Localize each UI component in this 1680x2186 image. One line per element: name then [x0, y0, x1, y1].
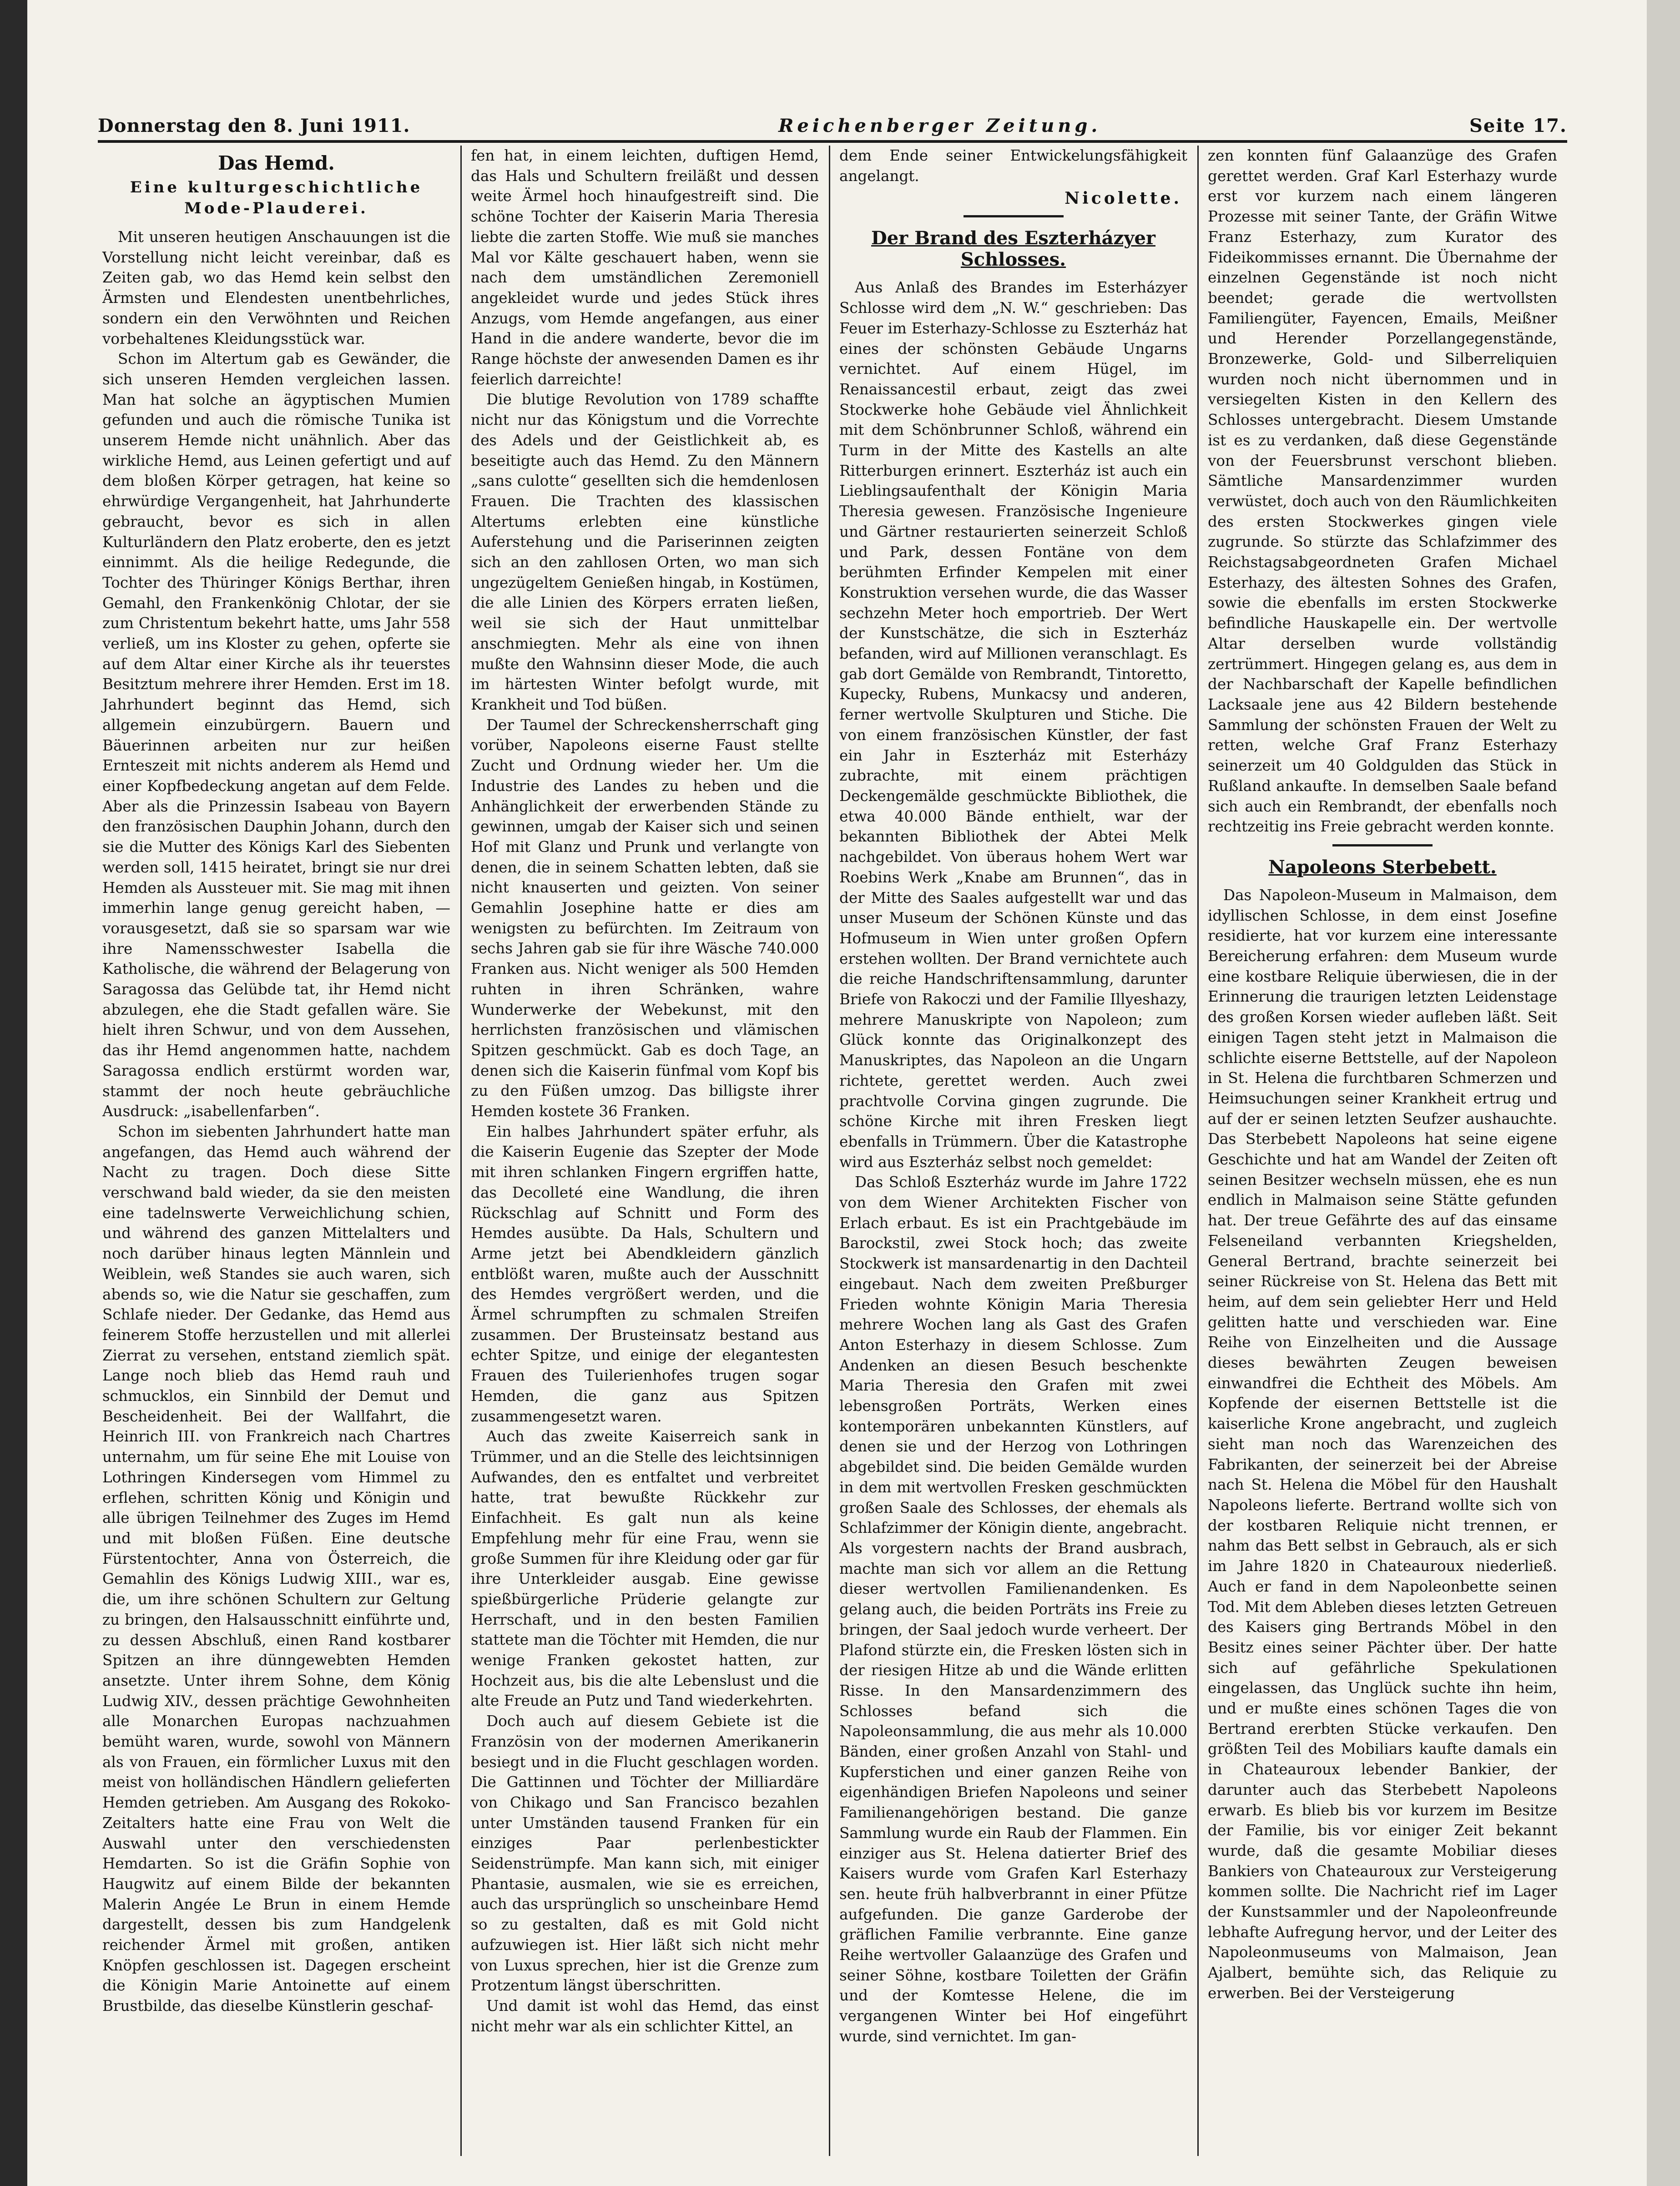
- section-divider: [964, 215, 1064, 217]
- article-subtitle-hemd: Eine kulturgeschichtliche Mode-Plauderei.: [130, 178, 423, 217]
- article-paragraph: Ein halbes Jahrhundert später erfuhr, als die Kaiserin Eugenie das Szepter der Mode mit ihren schlanken Fingern ergriffen hatte, das Decolleté eine Wandlung, die ihren Rückschlag auf Schnitt und Form des Hemdes ausübte. Da Hals, Schultern und Arme jetzt bei Abendkleidern gänzlich entblößt waren, mußte auch der Ausschnitt des Hemdes vergrößert werden, und die Ärmel schrumpften zu schmalen Streifen zusammen. Der Brusteinsatz bestand aus echter Spitze, und einige der elegantesten Frauen des Tuilerienhofes trugen sogar Hemden, die ganz aus Spitzen zusammengesetzt waren.: [471, 1123, 819, 1425]
- columns: [98, 146, 1567, 2156]
- article-paragraph: Mit unseren heutigen Anschauungen ist die Vorstellung nicht leicht vereinbar, daß es Zeiten gab, wo das Hemd kein selbst den Ärmsten und Elendesten unentbehrliches, sondern ein den Verwöhnten und Reichen vorbehaltenes Kleidungsstück war.: [102, 228, 450, 348]
- article-paragraph: Auch das zweite Kaiserreich sank in Trümmer, und an die Stelle des leichtsinnigen Aufwandes, den es entfaltet und verbreitet hatte, trat bewußte Rückkehr zur Einfachheit. Es galt nun als keine Empfehlung mehr für eine Frau, wenn sie große Summen für ihre Kleidung oder gar für ihre Unterkleider ausgab. Eine gewisse spießbürgerliche Prüderie gelangte zur Herrschaft, und in den besten Familien stattete man die Töchter mit Hemden, die nur wenige Franken gekostet hatten, zur Hochzeit aus, bis die alte Lebenslust und die alte Freude an Putz und Tand wiederkehrten.: [471, 1428, 819, 1710]
- header-page-number: Seite 17.: [1469, 115, 1567, 136]
- column-2: [466, 146, 830, 2156]
- article-title-hemd: Das Hemd.: [218, 152, 335, 174]
- article-signature: Nicolette.: [1065, 189, 1182, 208]
- article-title-sterbebett: Napoleons Sterbebett.: [1268, 856, 1497, 878]
- column-4: [1203, 146, 1567, 2156]
- column-3: [835, 146, 1199, 2156]
- article-paragraph: dem Ende seiner Entwickelungsfähigkeit angelangt.: [839, 147, 1187, 185]
- section-divider: [1332, 844, 1433, 846]
- article-paragraph: fen hat, in einem leichten, duftigen Hemd, das Hals und Schultern freiläßt und dessen weite Ärmel hoch hinaufgestreift sind. Die schöne Tochter der Kaiserin Maria Theresia liebte die zarten Stoffe. Wie muß sie manches Mal vor Kälte geschauert haben, wenn sie nach dem umständlichen Zeremoniell angekleidet wurde und jedes Stück ihres Anzugs, vom Hemde angefangen, aus einer Hand in die andere wanderte, bevor die im Range höchste der anwesenden Damen es ihr feierlich darreichte!: [471, 147, 819, 388]
- article-paragraph: Die blutige Revolution von 1789 schaffte nicht nur das Königstum und die Vorrechte des Adels und der Geistlichkeit ab, es beseitigte auch das Hemd. Zu den Männern „sans culotte“ gesellten sich die hemdenlosen Frauen. Die Trachten des klassischen Altertums erlebten eine künstliche Auferstehung und die Pariserinnen zeigten sich an den zahllosen Orten, wo man sich ungezügeltem Genießen hingab, in Kostümen, die alle Linien des Körpers erraten ließen, weil sie sich der Haut unmittelbar anschmiegten. Mehr als eine von ihnen mußte den Wahnsinn dieser Mode, die auch im härtesten Winter befolgt wurde, mit Krankheit und Tod büßen.: [471, 391, 819, 713]
- column-1: [98, 146, 462, 2156]
- article-paragraph: Und damit ist wohl das Hemd, das einst nicht mehr war als ein schlichter Kittel, an: [471, 1997, 819, 2035]
- newspaper-page: [98, 105, 1567, 2156]
- article-paragraph: Doch auch auf diesem Gebiete ist die Französin von der modernen Amerikanerin besiegt und in die Flucht geschlagen worden. Die Gattinnen und Töchter der Milliardäre von Chikago und San Francisco bezahlen unter Umständen tausend Franken für ein einziges Paar perlenbestickter Seidenstrümpfe. Man kann sich, mit einiger Phantasie, ausmalen, wie sie es erreichen, auch das ursprünglich so unscheinbare Hemd so zu gestalten, daß es mit Gold nicht aufzuwiegen ist. Hier läßt sich nicht mehr von Luxus sprechen, hier ist die Grenze zum Protzentum längst überschritten.: [471, 1713, 819, 1995]
- page-header: [98, 105, 1567, 143]
- article-paragraph: Schon im siebenten Jahrhundert hatte man angefangen, das Hemd auch während der Nacht zu tragen. Doch diese Sitte verschwand bald wieder, da sie den meisten eine tadelnswerte Verweichlichung schien, und während des ganzen Mittelalters und noch darüber hinaus legten Männlein und Weiblein, weß Standes sie auch waren, sich abends so, wie die Natur sie geschaffen, zum Schlafe nieder. Der Gedanke, das Hemd aus feinerem Stoffe herzustellen und mit allerlei Zierrat zu versehen, entstand ziemlich spät. Lange noch blieb das Hemd rauh und schmucklos, ein Sinnbild der Demut und Bescheidenheit. Bei der Wallfahrt, die Heinrich III. von Frankreich nach Chartres unternahm, um für seine Ehe mit Louise von Lothringen Kindersegen vom Himmel zu erflehen, schritten König und Königin und alle übrigen Teilnehmer des Zuges im Hemd und mit bloßen Füßen. Eine deutsche Fürstentochter, Anna von Österreich, die Gemahlin des Königs Ludwig XIII., war es, die, um ihre schönen Schultern zur Geltung zu bringen, den Halsausschnitt einführte und, zu dessen Abschluß, einen Rand kostbarer Spitzen an ihre dünngewebten Hemden ansetzte. Unter ihrem Sohne, dem König Ludwig XIV., dessen prächtige Gewohnheiten alle Monarchen Europas nachzuahmen bemüht waren, wurde, sowohl von Männern als von Frauen, ein förmlicher Luxus mit den meist von holländischen Händlern gelieferten Hemden getrieben. Am Ausgang des Rokoko-Zeitalters hatte eine Frau von Welt die Auswahl unter den verschiedensten Hemdarten. So ist die Gräfin Sophie von Haugwitz auf einem Bilde der bekannten Malerin Angée Le Brun in einem Hemde dargestellt, dessen bis zum Handgelenk reichender Ärmel mit großen, antiken Knöpfen geschlossen ist. Dagegen erscheint die Königin Marie Antoinette auf einem Brustbilde, das dieselbe Künstlerin geschaf-: [102, 1123, 450, 2015]
- article-paragraph: Der Taumel der Schreckensherrschaft ging vorüber, Napoleons eiserne Faust stellte Zucht und Ordnung wieder her. Um die Industrie des Landes zu heben und die Anhänglichkeit der erwerbenden Stände zu gewinnen, umgab der Kaiser sich und seinen Hof mit Glanz und Prunk und verlangte von denen, die in seinem Schatten lebten, daß sie nicht knauserten und geizten. Von seiner Gemahlin Josephine hatte er dies am wenigsten zu befürchten. Im Zeitraum von sechs Jahren gab sie für ihre Wäsche 740.000 Franken aus. Nicht weniger als 500 Hemden ruhten in ihren Schränken, wahre Wunderwerke der Webekunst, mit den herrlichsten französischen und vlämischen Spitzen geschmückt. Gab es doch Tage, an denen sich die Kaiserin fünfmal vom Kopf bis zu den Füßen umzog. Das billigste ihrer Hemden kostete 36 Franken.: [471, 716, 819, 1120]
- article-paragraph: zen konnten fünf Galaanzüge des Grafen gerettet werden. Graf Karl Esterhazy wurde erst vor kurzem nach einem längeren Prozesse mit seiner Tante, der Gräfin Witwe Franz Esterhazy, zum Kurator des Fideikommisses ernannt. Die Übernahme der einzelnen Gegenstände ist noch nicht beendet; gerade die wertvollsten Familiengüter, Fayencen, Emails, Meißner und Herender Porzellangegenstände, Bronzewerke, Gold- und Silberreliquien wurden noch nicht übernommen und in versiegelten Kisten in den Kellern des Schlosses untergebracht. Diesem Umstande ist es zu verdanken, daß diese Gegenstände von der Feuersbrunst verschont blieben. Sämtliche Mansardenzimmer wurden verwüstet, doch auch von den Räumlichkeiten des ersten Stockwerkes gingen viele zugrunde. So stürzte das Schlafzimmer des Reichstagsabgeordneten Grafen Michael Esterhazy, des ältesten Sohnes des Grafen, sowie die ebenfalls im ersten Stockwerke befindliche Hauskapelle ein. Der wertvolle Altar derselben wurde vollständig zertrümmert. Hingegen gelang es, aus dem in der Nachbarschaft der Kapelle befindlichen Lacksaale jene aus 42 Bildern bestehende Sammlung der schönsten Frauen der Welt zu retten, welche Graf Franz Esterhazy seinerzeit um 40 Goldgulden das Stück in Rußland ankaufte. In demselben Saale befand sich auch ein Rembrandt, der ebenfalls noch rechtzeitig ins Freie gebracht werden konnte.: [1208, 147, 1557, 836]
- article-paragraph: Das Schloß Eszterház wurde im Jahre 1722 von dem Wiener Architekten Fischer von Erlach erbaut. Es ist ein Prachtgebäude im Barockstil, zwei Stock hoch; das zweite Stockwerk ist mansardenartig in den Dachteil eingebaut. Nach dem zweiten Preßburger Frieden wohnte Königin Maria Theresia mehrere Wochen lang als Gast des Grafen Anton Esterhazy in diesem Schlosse. Zum Andenken an diesen Besuch beschenkte Maria Theresia den Grafen mit zwei lebensgroßen Porträts, Werken eines kontemporären unbekannten Künstlers, auf denen sie und der Herzog von Lothringen abgebildet sind. Die beiden Gemälde wurden in dem mit wertvollen Fresken geschmückten großen Saale des Schlosses, der ehemals als Schlafzimmer der Königin diente, angebracht. Als vorgestern nachts der Brand ausbrach, machte man sich vor allem an die Rettung dieser wertvollen Familienandenken. Es gelang auch, die beiden Porträts ins Freie zu bringen, der Saal jedoch wurde verheert. Der Plafond stürzte ein, die Fresken lösten sich in der riesigen Hitze ab und die Wände erlitten Risse. In den Mansardenzimmern des Schlosses befand sich die Napoleonsammlung, die aus mehr als 10.000 Bänden, einer großen Anzahl von Stahl- und Kupferstichen und einer ganzen Reihe von eigenhändigen Briefen Napoleons und seiner Familienangehörigen bestand. Die ganze Sammlung wurde ein Raub der Flammen. Ein einziger aus St. Helena datierter Brief des Kaisers wurde vom Grafen Karl Esterhazy sen. heute früh halbverbrannt in einer Pfütze aufgefunden. Die ganze Garderobe der gräflichen Familie verbrannte. Eine ganze Reihe wertvoller Galaanzüge des Grafen und seiner Söhne, kostbare Toiletten der Gräfin und der Komtesse Helene, die im vergangenen Winter bei Hof eingeführt wurde, sind vernichtet. Im gan-: [839, 1174, 1187, 2045]
- article-title-brand: Der Brand des Eszterházyer Schlosses.: [871, 227, 1155, 271]
- article-paragraph: Schon im Altertum gab es Gewänder, die sich unseren Hemden vergleichen lassen. Man hat solche an ägyptischen Mumien gefunden und auch die römische Tunika ist unserem Hemde nicht unähnlich. Aber das wirkliche Hemd, aus Leinen gefertigt und auf dem bloßen Körper getragen, hat keine so ehrwürdige Vergangenheit, hat Jahrhunderte gebraucht, bevor es sich in allen Kulturländern den Platz eroberte, den es jetzt einnimmt. Als die heilige Redegunde, die Tochter des Thüringer Königs Berthar, ihren Gemahl, den Frankenkönig Chlotar, der sie zum Christentum bekehrt hatte, ums Jahr 558 verließ, um ins Kloster zu gehen, opferte sie auf dem Altar einer Kirche als ihr teuerstes Besitztum mehrere ihrer Hemden. Erst im 18. Jahrhundert beginnt das Hemd, sich allgemein einzubürgern. Bauern und Bäuerinnen arbeiten nur zur heißen Ernteszeit mit nichts anderem als Hemd und einer Kopfbedeckung angetan auf dem Felde. Aber als die Prinzessin Isabeau von Bayern den französischen Dauphin Johann, durch den sie die Mutter des Königs Karl des Siebenten werden soll, 1415 heiratet, bringt sie nur drei Hemden als Aussteuer mit. Sie mag mit ihnen immerhin lange genug gereicht haben, — vorausgesetzt, daß sie so sparsam war wie ihre Namensschwester Isabella die Katholische, die während der Belagerung von Saragossa das Gelübde tat, ihr Hemd nicht abzulegen, ehe die Stadt gefallen wäre. Sie hielt ihren Schwur, und von dem Aussehen, das ihr Hemd angenommen hatte, nachdem Saragossa endlich erstürmt worden war, stammt der noch heute gebräuchliche Ausdruck: „isabellenfarben“.: [102, 350, 450, 1120]
- header-date: Donnerstag den 8. Juni 1911.: [98, 115, 410, 136]
- article-paragraph: Das Napoleon-Museum in Malmaison, dem idyllischen Schlosse, in dem einst Josefine residierte, hat vor kurzem eine interessante Bereicherung erfahren: dem Museum wurde eine kostbare Reliquie überwiesen, die in der Erinnerung die traurigen letzten Leidenstage des großen Korsen wieder aufleben läßt. Seit einigen Tagen steht jetzt in Malmaison die schlichte eiserne Bettstelle, auf der Napoleon in St. Helena die furchtbaren Schmerzen und Heimsuchungen seiner Krankheit ertrug und auf der er seinen letzten Seufzer aushauchte. Das Sterbebett Napoleons hat seine eigene Geschichte und hat am Wandel der Zeiten oft seinen Besitzer wechseln müssen, ehe es nun endlich in Malmaison seine Stätte gefunden hat. Der treue Gefährte des auf das einsame Felseneiland verbannten Kriegshelden, General Bertrand, brachte seinerzeit bei seiner Rückreise von St. Helena das Bett mit heim, auf dem sein geliebter Herr und Held gelitten hatte und verschieden war. Eine Reihe von Einzelheiten und die Aussage dieses bewährten Zeugen beweisen einwandfrei die Echtheit des Möbels. Am Kopfende der eisernen Bettstelle ist die kaiserliche Krone angebracht, und zugleich sieht man noch das Warenzeichen des Fabrikanten, der seinerzeit bei der Abreise nach St. Helena die Möbel für den Haushalt Napoleons lieferte. Bertrand wollte sich von der kostbaren Reliquie nicht trennen, er nahm das Bett selbst in Gebrauch, als er sich im Jahre 1820 in Chateauroux niederließ. Auch er fand in dem Napoleonbette seinen Tod. Mit dem Ableben dieses letzten Getreuen des Kaisers ging Bertrands Möbel in den Besitz eines seiner Pächter über. Der hatte sich auf gefährliche Spekulationen eingelassen, das Unglück suchte ihn heim, und er mußte eines schönen Tages die von Bertrand ererbten Stücke verkaufen. Den größten Teil des Mobiliars kaufte damals ein in Chateauroux lebender Bankier, der darunter auch das Sterbebett Napoleons erwarb. Es blieb bis vor kurzem im Besitze der Familie, bis vor einiger Zeit bekannt wurde, daß die gesamte Mobiliar dieses Bankiers von Chateauroux zur Versteigerung kommen sollte. Die Nachricht rief im Lager der Kunstsammler und der Napoleonfreunde lebhafte Aufregung hervor, und der Leiter des Napoleonmuseums von Malmaison, Jean Ajalbert, bemühte sich, das Reliquie zu erwerben. Bei der Versteigerung: [1208, 886, 1557, 2002]
- article-paragraph: Aus Anlaß des Brandes im Esterházyer Schlosse wird dem „N. W.“ geschrieben: Das Feuer im Esterhazy-Schlosse zu Eszterház hat eines der schönsten Gebäude Ungarns vernichtet. Auf einem Hügel, im Renaissancestil erbaut, zeigt das zwei Stockwerke hohe Gebäude viel Ähnlichkeit mit dem Schönbrunner Schloß, während ein Turm in der Mitte des Kastells an alte Ritterburgen erinnert. Eszterház ist auch ein Lieblingsaufenthalt der Königin Maria Theresia gewesen. Französische Ingenieure und Gärtner restaurierten seinerzeit Schloß und Park, dessen Fontäne von dem berühmten Erfinder Kempelen mit einer Konstruktion versehen wurde, die das Wasser sechzehn Meter hoch emportrieb. Der Wert der Kunstschätze, die sich in Eszterház befanden, wird auf Millionen veranschlagt. Es gab dort Gemälde von Rembrandt, Tintoretto, Kupecky, Rubens, Munkacsy und anderen, ferner wertvolle Skulpturen und Stiche. Die von einem französischen Künstler, der fast ein Jahr in Eszterház mit Esterházy zubrachte, mit einem prächtigen Deckengemälde geschmückte Bibliothek, die etwa 40.000 Bände enthielt, war der bekannten Bibliothek der Abtei Melk nachgebildet. Von überaus hohem Wert war Roebins Werk „Knabe am Brunnen“, das in der Mitte des Saales aufgestellt war und das unser Museum der Schönen Künste und das Hofmuseum in Wien unter großen Opfern erstehen wollten. Der Brand vernichtete auch die reiche Handschriftensammlung, darunter Briefe von Rakoczi und der Familie Illyeshazy, mehrere Manuskripte von Napoleon; zum Glück konnte das Originalkonzept des Manuskriptes, das Napoleon an die Ungarn richtete, gerettet werden. Auch zwei prachtvolle Corvina gingen zugrunde. Die schöne Kirche mit ihren Fresken liegt ebenfalls in Trümmern. Über die Katastrophe wird aus Eszterház selbst noch gemeldet:: [839, 279, 1187, 1171]
- header-paper-title: Reichenberger Zeitung.: [778, 115, 1101, 136]
